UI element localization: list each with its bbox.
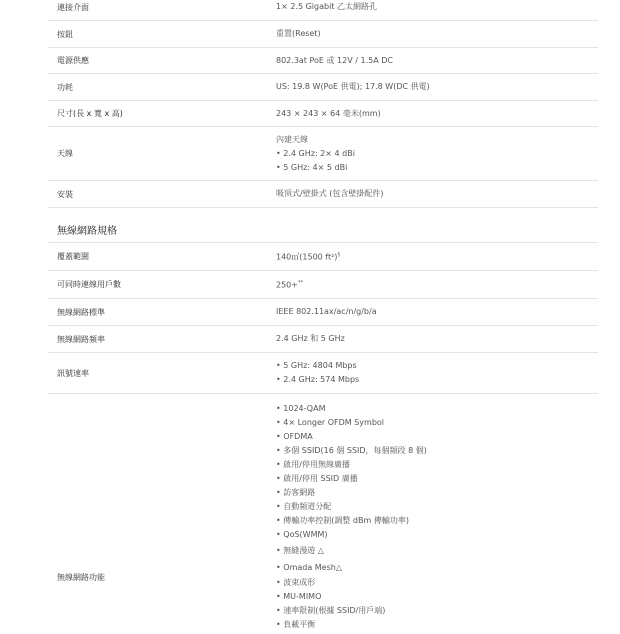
spec-value-text: 吸頂式/壁掛式 (包含壁掛配件) <box>276 189 384 198</box>
spec-bullet: • 啟用/停用無線廣播 <box>276 458 598 472</box>
spec-label: 按鈕 <box>57 29 73 39</box>
spec-row-signal-rate <box>48 353 598 394</box>
spec-label: 無線網路頻率 <box>57 334 105 344</box>
spec-row-wireless-features <box>48 394 598 634</box>
spec-row-power-supply <box>48 48 598 74</box>
spec-row-concurrent-clients <box>48 271 598 299</box>
spec-label: 覆蓋範圍 <box>57 252 89 261</box>
spec-bullet: • 多個 SSID(16 個 SSID，每個頻段 8 個) <box>276 444 598 458</box>
spec-value <box>276 394 598 634</box>
spec-value <box>276 353 598 393</box>
spec-value <box>276 0 598 20</box>
spec-bullet: • 2.4 GHz: 574 Mbps <box>276 373 598 387</box>
spec-bullet: • 1024-QAM <box>276 402 598 416</box>
spec-label: 訊號速率 <box>57 368 89 378</box>
spec-value-text: 802.3at PoE 或 12V / 1.5A DC <box>276 55 393 65</box>
spec-value <box>276 243 598 270</box>
spec-bullet: • 波束成形 <box>276 576 598 590</box>
spec-bullet: • 2.4 GHz: 2× 4 dBi <box>276 147 598 161</box>
spec-bullet: • QoS(WMM) <box>276 528 598 542</box>
spec-value-main: 140㎡(1500 ft²) <box>276 252 338 262</box>
footnote-mark: § <box>337 252 340 259</box>
footnote-mark: ** <box>297 280 303 287</box>
spec-bullet: • 無縫漫遊 △ <box>276 542 598 559</box>
spec-value <box>276 127 598 180</box>
spec-value-text: 重置(Reset) <box>276 29 321 38</box>
spec-value-text: 2.4 GHz 和 5 GHz <box>276 334 345 343</box>
spec-bullet: • 5 GHz: 4× 5 dBi <box>276 161 598 175</box>
spec-label: 無線網路功能 <box>57 573 105 582</box>
spec-value <box>276 21 598 47</box>
spec-label: 尺寸(長 x 寬 x 高) <box>57 109 123 118</box>
spec-row-antenna <box>48 127 598 181</box>
spec-row-power-consumption <box>48 74 598 101</box>
spec-value-text: 243 × 243 × 64 毫米(mm) <box>276 108 381 118</box>
spec-bullet: • 啟用/停用 SSID 廣播 <box>276 472 598 486</box>
spec-row-coverage <box>48 243 598 271</box>
spec-value <box>276 299 598 325</box>
spec-bullet: • 4× Longer OFDM Symbol <box>276 416 598 430</box>
spec-value-text: IEEE 802.11ax/ac/n/g/b/a <box>276 307 377 316</box>
spec-row-mounting <box>48 181 598 208</box>
wireless-spec-table <box>48 242 598 634</box>
spec-bullet: • 傳輸功率控制(調整 dBm 傳輸功率) <box>276 514 598 528</box>
spec-label: 電源供應 <box>57 56 89 65</box>
spec-label: 功耗 <box>57 82 73 92</box>
spec-bullet: • 訪客網路 <box>276 486 598 500</box>
spec-value-text <box>276 248 598 265</box>
spec-bullet: • 5 GHz: 4804 Mbps <box>276 359 598 373</box>
spec-row-interface <box>48 0 598 21</box>
section-title-wireless: 無線網路規格 <box>57 226 117 237</box>
spec-row-frequency <box>48 326 598 353</box>
spec-label: 安裝 <box>57 189 73 199</box>
spec-value-text <box>276 276 598 293</box>
spec-value-main: 250+ <box>276 280 298 290</box>
spec-row-wireless-standard <box>48 299 598 326</box>
spec-value <box>276 271 598 298</box>
hardware-spec-table <box>48 0 598 208</box>
spec-value-text: US: 19.8 W(PoE 供電); 17.8 W(DC 供電) <box>276 82 430 91</box>
spec-row-dimensions <box>48 101 598 127</box>
spec-bullet: • 負載平衡 <box>276 618 598 632</box>
spec-value <box>276 326 598 352</box>
spec-bullet: • OFDMA <box>276 430 598 444</box>
spec-label: 連接介面 <box>57 2 89 12</box>
spec-value <box>276 48 598 73</box>
spec-value <box>276 181 598 207</box>
spec-label: 無線網路標準 <box>57 307 105 317</box>
spec-bullet: • Omada Mesh△ <box>276 559 598 576</box>
spec-bullet: • MU-MIMO <box>276 590 598 604</box>
spec-value <box>276 101 598 126</box>
spec-value <box>276 74 598 100</box>
spec-label: 可同時連線用戶數 <box>57 280 121 289</box>
spec-bullet: • 速率限制(根據 SSID/用戶端) <box>276 604 598 618</box>
spec-row-button <box>48 21 598 48</box>
spec-bullet: • 自動頻道分配 <box>276 500 598 514</box>
spec-value-text: 1× 2.5 Gigabit 乙太網路孔 <box>276 2 377 11</box>
spec-value-text: 內建天線 <box>276 134 308 144</box>
spec-label: 天線 <box>57 149 73 158</box>
